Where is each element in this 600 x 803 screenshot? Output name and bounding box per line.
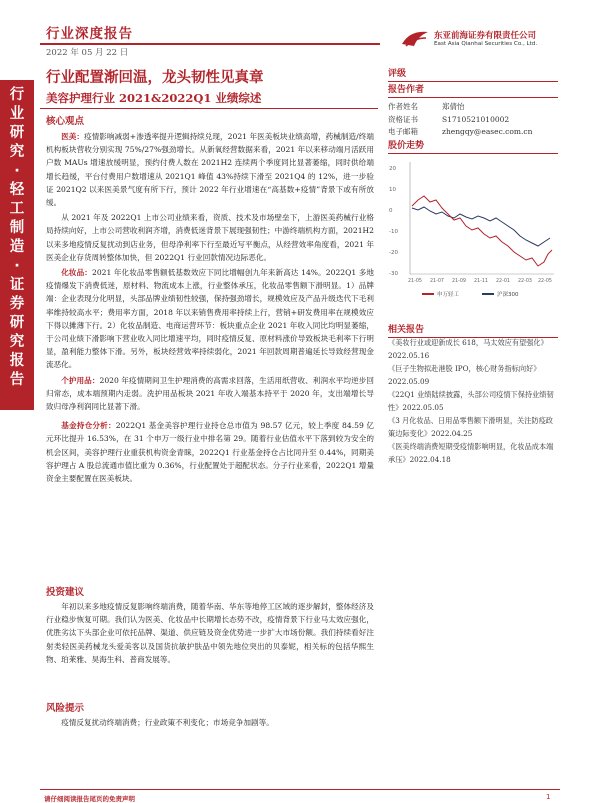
y-tick-label: 20 [389,166,396,172]
investment-text: 年初以来多地疫情反复影响终端消费，随着华南、华东等地停工区域的逐步解封，整体经济及行业稳步恢复可期。我们认为医美、化妆品中长期增长态势不改，疫情背景下行业马太效应强化，优胜劣汰下头部企业可依托品牌、渠道、供应链及资金优势进一步扩大市场份额。我们持续看好注射类轻医美药械龙头爱美客以及国货抗敏护肤品中领先地位突出的贝泰妮，相关标的包括华熙生物、珀莱雅、昊海生科、普商发展等。 [46,602,374,664]
sidebar-char: · [14,258,20,274]
x-tick-label: 21-05 [408,279,422,284]
sidebar-char: 证 [9,277,25,293]
x-tick-label: 22-01 [496,279,510,284]
related-list [388,336,558,466]
sidebar-char: 研 [9,125,25,141]
listed-company-text: 从 2021 年及 2022Q1 上市公司业绩来看，资质、技术及市场壁垒下，上游医美药械行业格局持续向好，上市公司营收利润齐增，消费低迷背景下展现强韧性；中游终端机构方面，2021H2 以来多地疫情反复扰动到店业务，但母净利率下行至最近写平衡点，从经营效率角度看，2021 年医美企业存货周转整体加快，但 2022Q1 行业回款情况边际恶化。 [46,213,374,262]
category-sidebar [0,80,34,410]
sidebar-char: 券 [9,296,25,312]
author-cert-label: 资格证书 [388,114,418,124]
sidebar-char: 究 [9,334,25,350]
cosmetics-lead: 化妆品： [61,268,92,278]
sidebar-char: 造 [9,239,25,255]
medical-beauty-text: 疫情影响减弱+渗透率提升逻辑持续兑现，2021 年医美板块业绩高增，药械制造/终端机构板块营收分别实现 75%/27%强劲增长。从新氧经营数据来看，2021 年以来移动端月活跃用户数 MAUs 增速放缓明显，预约付费人数在 2021H2 连续两个季度同比显著萎缩，同时供给端增长趋缓，平台付费用户数增速从 2021Q1 峰值 43%持续下滑至 2021Q4 的 12%，进一步验证 2021Q2 以来医美景气度有所下行，预计 2022 年行业增速在“高基数+疫情”背景下或有所放缓。 [46,132,374,208]
investment-body [46,600,374,668]
footer-disclaimer: 请仔细阅读报告尾页的免责声明 [44,795,135,803]
related-heading: 相关报告 [388,325,425,335]
author-cert-value: S1710521010002 [442,114,510,124]
report-date: 2022 年 05 月 22 日 [46,48,129,58]
report-title: 行业配置渐回温，龙头韧性见真章 [46,69,264,86]
legend-index: 沪深300 [497,292,519,298]
x-tick-label: 21-07 [430,279,444,284]
x-tick-label: 21-09 [452,279,466,284]
risk-text: 疫情反复扰动终端消费；行业政策不利变化；市场竞争加剧等。 [61,718,274,727]
author-heading: 报告作者 [388,85,425,95]
x-tick-label: 21-11 [474,279,488,284]
industry-series-line [412,196,552,266]
related-item[interactable]: 《美妆行业或迎新成长 618，马太效应有望强化》2022.05.16 [388,338,548,360]
legend-industry: 申万轻工 [437,292,460,298]
sidebar-char: 工 [9,201,25,217]
stock-trend-divider [388,153,558,154]
personal-care-text: 2020 年疫情期间卫生护理消费的高需求回落，生活用纸营收、利润水平均逆步回归常态，成本端预期内走弱。洗护用品板块 2021 年收入端基本持平于 2020 年，支出端增长导致归母净利润同比显著下滑。 [46,375,375,412]
author-email-row [388,126,558,139]
author-cert-row [388,114,558,127]
y-tick-label: 10 [389,187,396,193]
report-subtitle: 美容护理行业 2021&2022Q1 业绩综述 [46,91,262,105]
header-divider [40,43,380,45]
stock-trend-section [388,138,558,154]
company-logo-icon [400,28,430,50]
page-number: 1 [546,793,551,801]
fund-holdings-text: 2022Q1 基金美容护理行业持仓总市值为 98.57 亿元，较上季度 84.59 亿元环比提升 16.53%，在 31 个申万一级行业中排名第 29。随着行业估值水平下落到较为安全的机会区间，美容护理行业重获机构资金青睐，2022Q1 行业基金持仓占比同升至 0.44%，同期美容护理占 A 股总流通市值比重为 0.36%，行业配置处于超配状态。分子行业来看，2022Q1 增量资金主要配置在医美板块。 [46,421,375,484]
rating-heading: 评级 [388,69,407,79]
author-name-label: 作者姓名 [388,102,418,111]
author-email-label: 电子邮箱 [388,127,418,136]
investment-heading: 投资建议 [46,587,85,598]
x-tick-label: 22-05 [538,279,552,284]
sidebar-char: 告 [9,372,25,388]
risk-body [46,716,374,731]
sidebar-char: 究 [9,144,25,160]
stock-trend-heading: 股价走势 [388,141,425,151]
y-tick-label: 0 [389,208,393,214]
sidebar-char: 轻 [9,182,25,198]
y-tick-label: -30 [389,271,398,277]
index-series-line [412,207,550,246]
company-name-cn: 东亚前海证券有限责任公司 [434,31,537,41]
related-item[interactable]: 《巨子生物拟赴港股 IPO，核心财务指标向好》2022.05.09 [388,364,541,386]
author-name-row [388,101,558,114]
core-view-heading: 核心观点 [46,116,85,127]
x-tick-label: 22-03 [518,279,532,284]
personal-care-lead: 个护用品： [61,375,100,385]
sidebar-char: 业 [9,106,25,122]
related-item[interactable]: 《3 月化妆品、日用品零售额下滑明显，关注防疫政策边际变化》2022.04.25 [388,416,553,438]
report-type: 行业深度报告 [46,26,133,42]
y-tick-label: -20 [389,250,398,256]
sidebar-char: 报 [9,353,25,369]
related-item[interactable]: 《医美终端消费短期受疫情影响明显，化妆品成本端承压》2022.04.18 [388,442,554,464]
stock-trend-chart [388,156,558,306]
author-section [388,82,558,139]
sidebar-char: 行 [9,87,25,103]
sidebar-char: 研 [9,315,25,331]
author-divider [388,97,558,98]
y-tick-label: -10 [389,229,398,235]
author-name-value: 郑倩怡 [442,102,465,111]
sidebar-char: · [14,163,20,179]
author-email-value[interactable]: zhengqy@easec.com.cn [442,127,533,136]
sidebar-char: 制 [9,220,25,236]
cosmetics-text: 2021 年化妆品零售额低基数效应下同比增幅创九年来新高达 14%。2022Q1 多地疫情爆发下消费低迷，原材料、物流成本上涨，行业整体承压，化妆品零售额下滑明显。1）品牌端：企业表现分化明显，头部品牌业绩韧性较强，保持强劲增长，规模效应及产品升级迭代下毛利率维持较高水平；费用率方面，2018 年以来销售费用率持续上行，营销+研发费用率在规模效应下得以摊薄下行。2）化妆品制造、电商运营环节：板块重点企业 2021 年收入同比均明显萎缩，于公司业绩下滑影响下营业收入同比增速平均，同时疫情反复、原材料涨价导致板块毛利率下行明显，盈利能力整体下滑。另外，板块经营效率持续弱化，2021 年回款周期普遍延长导致经营现金流恶化。 [46,268,374,370]
fund-holdings-lead: 基金持仓分析： [61,421,116,431]
medical-beauty-lead: 医美： [61,132,85,141]
related-item[interactable]: 《22Q1 业绩陆续披露，头部公司疫情下保持业绩韧性》2022.05.05 [388,390,554,412]
footer-divider [40,789,560,790]
company-name-en: East Asia Qianhai Securities Co., Ltd. [434,41,538,47]
title-divider [40,108,378,109]
risk-heading: 风险提示 [46,703,85,714]
core-view-body [46,130,374,487]
